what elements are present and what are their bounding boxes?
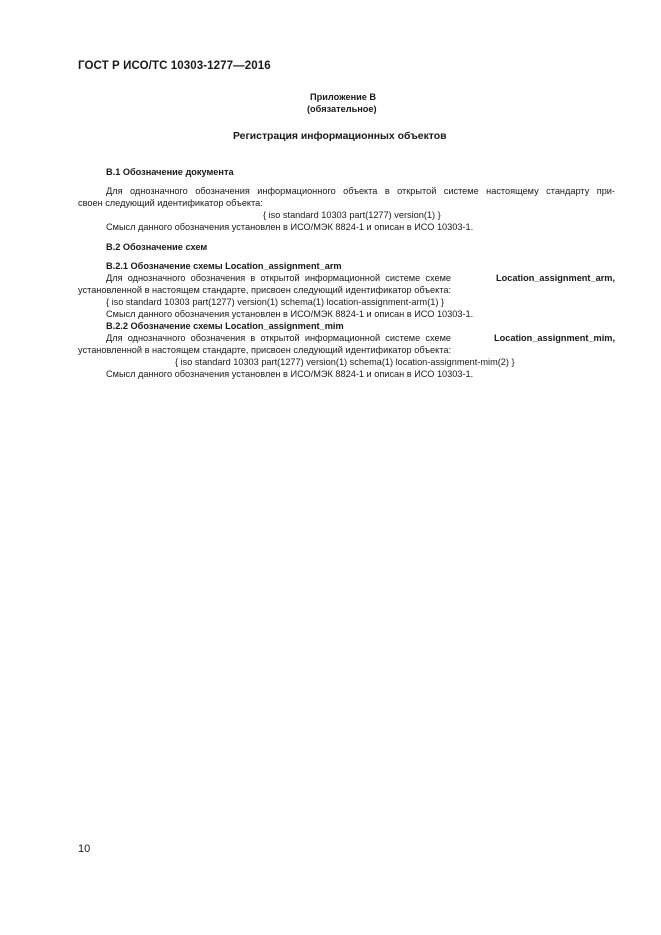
b21-identifier: { iso standard 10303 part(1277) version(1) schema(1) location-assignment-arm(1) } — [106, 297, 445, 307]
b22-text-start: Для однозначного обозначения в открытой информационной системе схеме — [106, 333, 452, 343]
b21-text-line1 — [106, 273, 615, 284]
page-number: 10 — [78, 843, 91, 855]
section-b1-heading: В.1 Обозначение документа — [106, 167, 234, 177]
subsection-b21-heading: В.2.1 Обозначение схемы Location_assignment_arm — [106, 261, 342, 271]
b1-text-line2: своен следующий идентификатор объекта: — [78, 198, 263, 208]
b22-identifier: { iso standard 10303 part(1277) version(1) schema(1) location-assignment-mim(2) } — [175, 357, 515, 367]
appendix-status: (обязательное) — [307, 104, 377, 114]
b22-meaning: Смысл данного обозначения установлен в ИСО/МЭК 8824-1 и описан в ИСО 10303-1. — [106, 369, 474, 379]
section-b2-heading: В.2 Обозначение схем — [106, 242, 208, 252]
b1-identifier: { iso standard 10303 part(1277) version(1) } — [263, 210, 441, 220]
appendix-title: Регистрация информационных объектов — [233, 131, 447, 142]
b21-text-start: Для однозначного обозначения в открытой информационной системе схеме — [106, 273, 452, 283]
b1-text-line1: Для однозначного обозначения информационного объекта в открытой системе настоящему стандарту при- — [106, 186, 615, 196]
subsection-b22-heading: В.2.2 Обозначение схемы Location_assignment_mim — [106, 321, 344, 331]
b22-text-line2: установленной в настоящем стандарте, присвоен следующий идентификатор объекта: — [78, 345, 452, 355]
document-header: ГОСТ Р ИСО/ТС 10303-1277—2016 — [78, 60, 271, 72]
b21-meaning: Смысл данного обозначения установлен в ИСО/МЭК 8824-1 и описан в ИСО 10303-1. — [106, 309, 474, 319]
appendix-label: Приложение В — [310, 92, 377, 102]
b1-meaning: Смысл данного обозначения установлен в ИСО/МЭК 8824-1 и описан в ИСО 10303-1. — [106, 222, 474, 232]
b21-text-line2: установленной в настоящем стандарте, присвоен следующий идентификатор объекта: — [78, 285, 452, 295]
b22-schema-name: Location_assignment_mim, — [494, 333, 615, 343]
b21-schema-name: Location_assignment_arm, — [496, 273, 615, 283]
b22-text-line1 — [106, 333, 615, 344]
